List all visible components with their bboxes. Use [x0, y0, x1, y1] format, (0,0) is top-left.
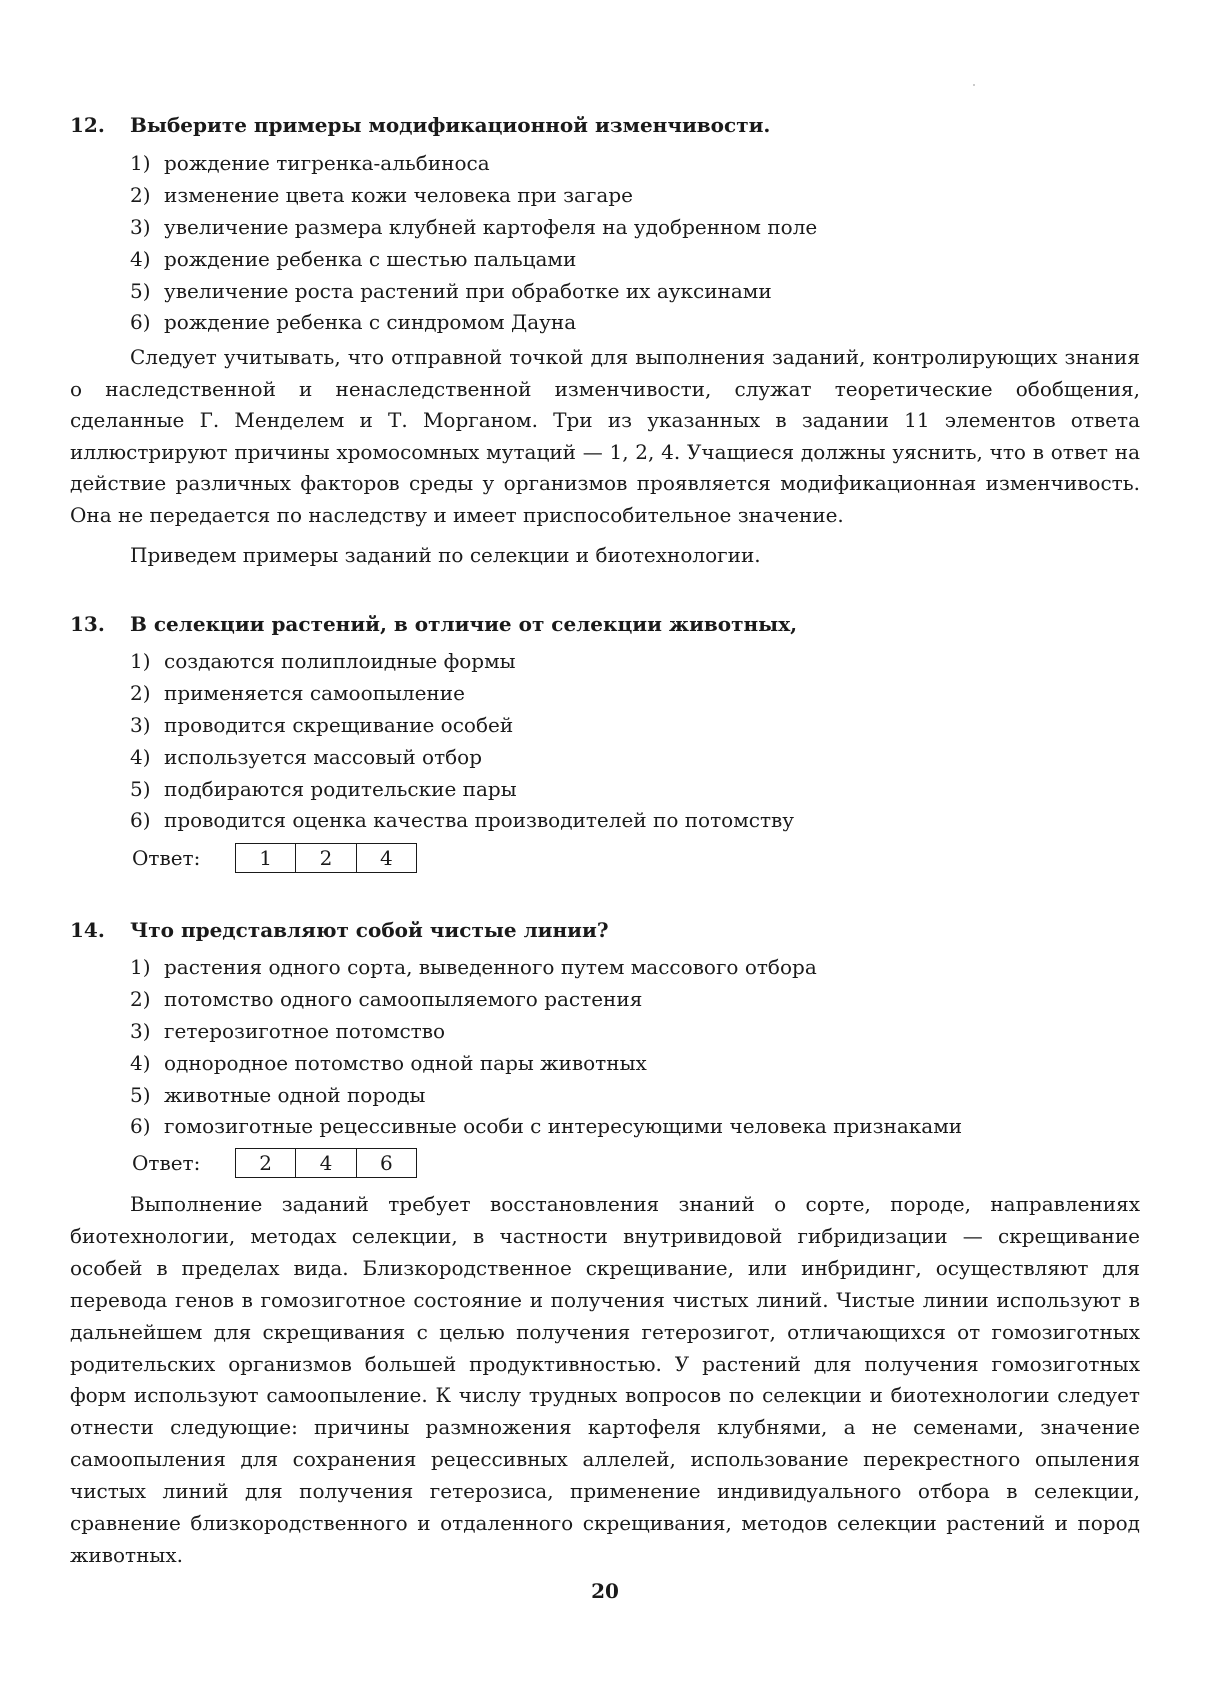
list-item [130, 710, 1130, 742]
option-number: 4) [130, 1050, 151, 1075]
option-text: создаются полиплоидные формы [164, 649, 516, 673]
option-number: 1) [130, 649, 151, 673]
option-text: растения одного сорта, выведенного путем массового отбора [164, 955, 817, 979]
option-text: гетерозиготное потомство [164, 1018, 446, 1043]
list-item [130, 212, 1130, 244]
option-number: 3) [130, 214, 151, 239]
q14-options [130, 952, 1130, 1143]
option-number: 3) [130, 1018, 151, 1043]
list-item [130, 180, 1130, 212]
option-text: животные одной породы [164, 1082, 426, 1107]
option-number: 6) [130, 310, 151, 335]
answer-cell: 4 [296, 1149, 356, 1177]
list-item [130, 646, 1130, 678]
option-number: 2) [130, 182, 151, 207]
question-number: 13. [70, 612, 105, 636]
question-text: Выберите примеры модификационной изменчивости. [130, 113, 771, 137]
list-item [130, 1080, 1130, 1112]
option-text: рождение тигренка-альбиноса [164, 151, 490, 175]
option-text: рождение ребенка с шестью пальцами [164, 246, 577, 271]
option-text: проводится скрещивание особей [164, 712, 514, 737]
option-number: 5) [130, 1082, 151, 1107]
list-item [130, 774, 1130, 806]
explanation-paragraph-1: Следует учитывать, что отправной точкой для выполнения заданий, контролирующих знания о наследственной и ненаследственной изменчивости, служат теоретические обобщения, сделанные Г. Менделем и Т. Морганом. Три из указанных в задании 11 элементов ответа иллюстрируют причины хромосомных мутаций — 1, 2, 4. Учащиеся должны уяснить, что в ответ на действие различных факторов среды у организмов проявляется модификационная изменчивость. Она не передается по наследству и имеет приспособительное значение. [70, 345, 1140, 527]
list-item [130, 984, 1130, 1016]
option-number: 4) [130, 744, 151, 769]
list-item [130, 244, 1130, 276]
option-text: рождение ребенка с синдромом Дауна [164, 310, 577, 335]
option-number: 2) [130, 680, 151, 705]
option-number: 5) [130, 278, 151, 303]
option-number: 6) [130, 808, 151, 833]
option-number: 1) [130, 955, 151, 979]
option-text: применяется самоопыление [164, 680, 465, 705]
option-number: 1) [130, 151, 151, 175]
answer-label: Ответ: [132, 846, 201, 870]
answer-label: Ответ: [132, 1151, 201, 1175]
option-text: проводится оценка качества производителей по потомству [164, 808, 795, 833]
q12-options [130, 148, 1130, 339]
answer-box [235, 843, 417, 873]
answer-cell: 4 [379, 846, 393, 870]
list-item [130, 148, 1130, 180]
option-text: гомозиготные рецессивные особи с интересующими человека признаками [164, 1114, 963, 1139]
option-number: 4) [130, 246, 151, 271]
list-item [130, 678, 1130, 710]
list-item [130, 742, 1130, 774]
explanation-paragraph-2: Приведем примеры заданий по селекции и биотехнологии. [130, 543, 761, 567]
answer-cell: 2 [296, 844, 356, 872]
option-number: 6) [130, 1114, 151, 1139]
option-text: используется массовый отбор [164, 744, 483, 769]
option-text: увеличение роста растений при обработке их ауксинами [164, 278, 772, 303]
list-item [130, 1048, 1130, 1080]
option-number: 5) [130, 776, 151, 801]
list-item [130, 307, 1130, 339]
answer-cell: 6 [379, 1151, 393, 1175]
option-number: 3) [130, 712, 151, 737]
option-text: подбираются родительские пары [164, 776, 517, 801]
question-text: Что представляют собой чистые линии? [130, 918, 609, 942]
answer-cell: 2 [236, 1149, 296, 1177]
list-item [130, 1016, 1130, 1048]
scan-speck [973, 84, 975, 86]
question-number: 12. [70, 113, 105, 137]
q13-options [130, 646, 1130, 837]
page-number: 20 [591, 1579, 619, 1603]
question-text: В селекции растений, в отличие от селекции животных, [130, 612, 798, 636]
list-item [130, 805, 1130, 837]
list-item [130, 952, 1130, 984]
answer-box [235, 1148, 417, 1178]
list-item [130, 276, 1130, 308]
question-number: 14. [70, 918, 105, 942]
list-item [130, 1111, 1130, 1143]
option-text: потомство одного самоопыляемого растения [164, 986, 643, 1011]
option-number: 2) [130, 986, 151, 1011]
option-text: изменение цвета кожи человека при загаре [164, 182, 633, 207]
explanation-paragraph-3: Выполнение заданий требует восстановления знаний о сорте, породе, направлениях биотехнологии, методах селекции, в частности внутривидовой гибридизации — скрещивание особей в пределах вида. Близкородственное скрещивание, или инбридинг, осуществляют для перевода генов в гомозиготное состояние и получения чистых линий. Чистые линии используют в дальнейшем для скрещивания с целью получения гетерозигот, отличающихся от гомозиготных родительских организмов большей продуктивностью. У растений для получения гомозиготных форм используют самоопыление. К числу трудных вопросов по селекции и биотехнологии следует отнести следующие: причины размножения картофеля клубнями, а не семенами, значение самоопыления для сохранения рецессивных аллелей, использование перекрестного опыления чистых линий для получения гетерозиса, применение индивидуального отбора в селекции, сравнение близкородственного и отдаленного скрещивания, методов селекции растений и пород животных. [70, 1192, 1140, 1567]
option-text: увеличение размера клубней картофеля на удобренном поле [164, 214, 818, 239]
answer-cell: 1 [236, 844, 296, 872]
option-text: однородное потомство одной пары животных [164, 1050, 647, 1075]
